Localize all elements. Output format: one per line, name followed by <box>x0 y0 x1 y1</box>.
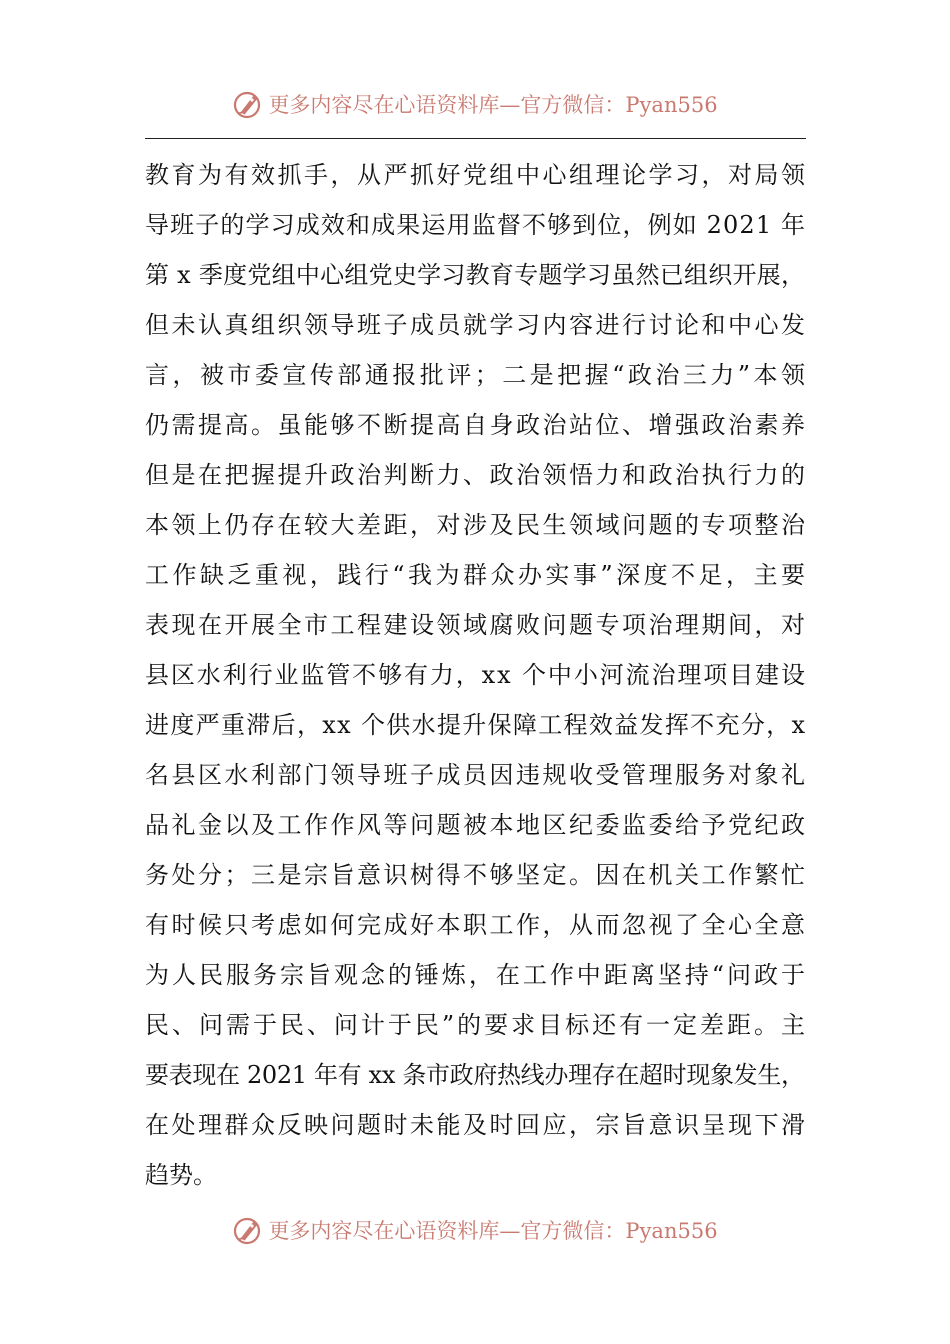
text-line: 品礼金以及工作作风等问题被本地区纪委监委给予党纪政 <box>145 811 808 839</box>
text-line: 言，被市委宣传部通报批评；二是把握“政治三力”本领 <box>145 361 809 389</box>
text-line: 趋势。 <box>145 1161 217 1189</box>
footer-watermark-text: 更多内容尽在心语资料库—官方微信：Pyan556 <box>268 1219 718 1243</box>
text-line: 但未认真组织领导班子成员就学习内容进行讨论和中心发 <box>145 311 808 339</box>
text-line: 名县区水利部门领导班子成员因违规收受管理服务对象礼 <box>145 761 808 789</box>
text-line: 工作缺乏重视，践行“我为群众办实事”深度不足，主要 <box>145 561 809 589</box>
header-divider <box>145 138 806 139</box>
text-line: 为人民服务宗旨观念的锤炼，在工作中距离坚持“问政于 <box>145 961 808 989</box>
pen-nib-circle-icon <box>232 87 266 121</box>
text-line: 县区水利行业监管不够有力，xx 个中小河流治理项目建设 <box>145 661 807 689</box>
text-line: 但是在把握提升政治判断力、政治领悟力和政治执行力的 <box>145 461 808 489</box>
text-line: 进度严重滞后，xx 个供水提升保障工程效益发挥不充分，x <box>145 711 807 739</box>
text-line: 务处分；三是宗旨意识树得不够坚定。因在机关工作繁忙 <box>145 861 808 889</box>
document-body <box>145 150 825 1200</box>
text-line: 在处理群众反映问题时未能及时回应，宗旨意识呈现下滑 <box>145 1111 808 1139</box>
text-line: 民、问需于民、问计于民”的要求目标还有一定差距。主 <box>145 1011 808 1039</box>
text-line: 第 x 季度党组中心组党史学习教育专题学习虽然已组织开展， <box>145 261 806 289</box>
pen-nib-circle-icon <box>232 1213 266 1247</box>
text-line: 要表现在 2021 年有 xx 条市政府热线办理存在超时现象发生， <box>145 1061 805 1089</box>
footer-watermark <box>0 1210 950 1250</box>
header-watermark <box>0 84 950 124</box>
text-line: 导班子的学习成效和成果运用监督不够到位，例如 2021 年 <box>145 211 807 239</box>
text-line: 本领上仍存在较大差距，对涉及民生领域问题的专项整治 <box>145 511 808 539</box>
text-line: 教育为有效抓手，从严抓好党组中心组理论学习，对局领 <box>145 161 808 189</box>
header-watermark-text: 更多内容尽在心语资料库—官方微信：Pyan556 <box>268 93 718 117</box>
text-line: 仍需提高。虽能够不断提高自身政治站位、增强政治素养 <box>145 411 808 439</box>
text-line: 表现在开展全市工程建设领域腐败问题专项治理期间，对 <box>145 611 808 639</box>
text-line: 有时候只考虑如何完成好本职工作，从而忽视了全心全意 <box>145 911 808 939</box>
